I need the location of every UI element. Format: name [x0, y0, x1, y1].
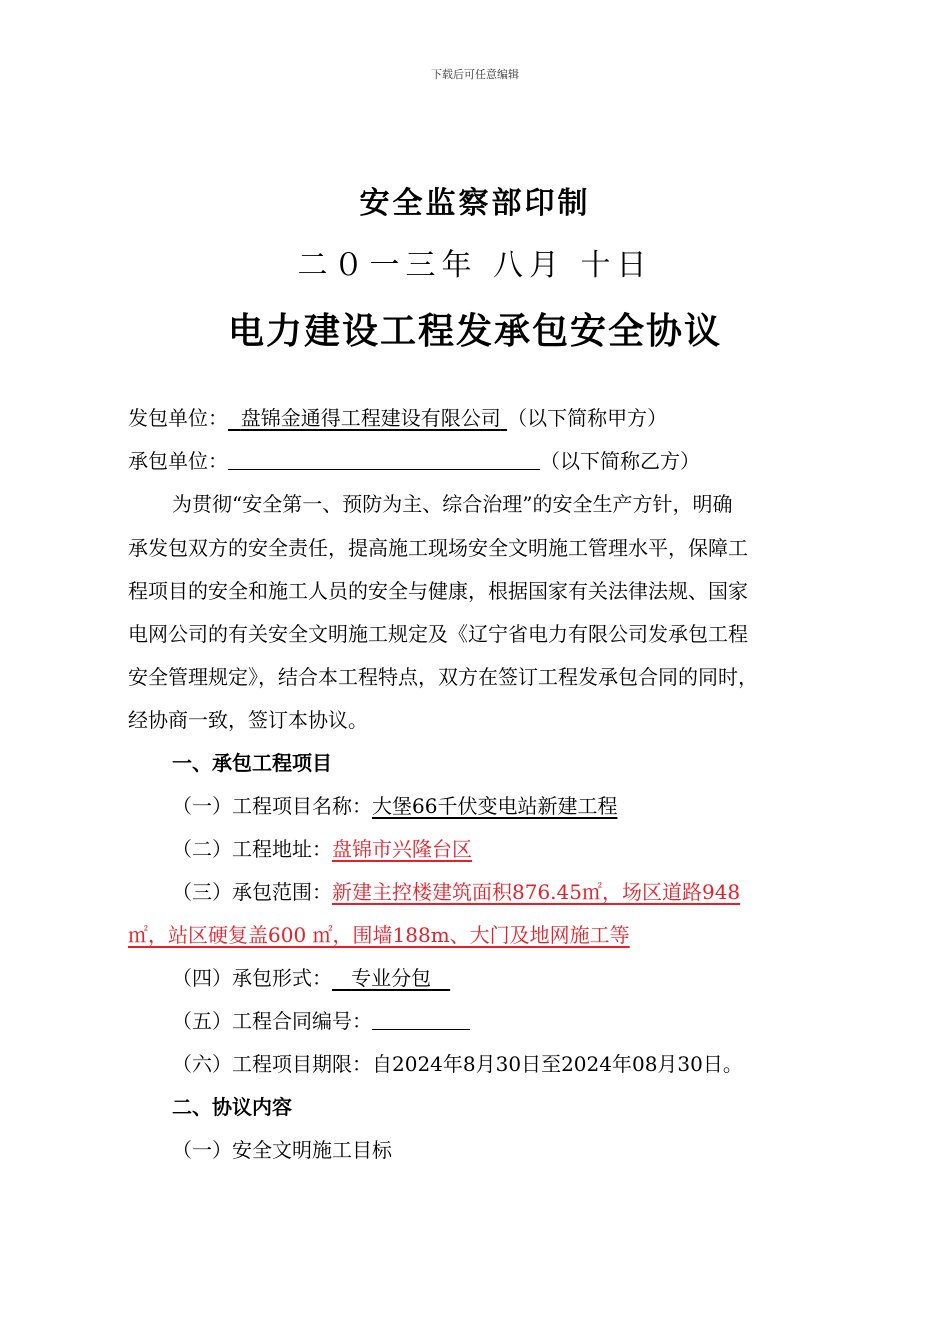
section-2-item-1: （一）安全文明施工目标 [172, 1138, 392, 1162]
contract-form-label: （四）承包形式： [172, 966, 332, 990]
contractor-blank[interactable] [228, 447, 540, 470]
item-project-name [172, 792, 617, 820]
contract-form-value: 专业分包 [351, 966, 432, 990]
item-project-period: （六）工程项目期限：自2024年8月30日至2024年08月30日。 [172, 1052, 743, 1076]
header-note: 下载后可任意编辑 [431, 68, 519, 81]
scope-value-line-1: 新建主控楼建筑面积876.45㎡，场区道路948 [332, 880, 741, 904]
project-address-label: （二）工程地址： [172, 837, 332, 861]
scope-value-line-2: ㎡，站区硬复盖600 ㎡，围墙188m、大门及地网施工等 [128, 923, 630, 947]
item-project-address [172, 835, 472, 863]
intro-line-3: 程项目的安全和施工人员的安全与健康，根据国家有关法律法规、国家 [128, 579, 748, 603]
document-title: 电力建设工程发承包安全协议 [227, 310, 722, 352]
employer-label: 发包单位： [128, 406, 228, 430]
employer-suffix: （以下简称甲方） [507, 406, 668, 430]
employer-line [128, 404, 667, 432]
section-2-heading: 二、协议内容 [172, 1095, 292, 1119]
contractor-label: 承包单位： [128, 449, 228, 473]
intro-line-5: 安全管理规定》，结合本工程特点，双方在签订工程发承包合同的同时， [128, 665, 758, 689]
date-line: 二０一三年 八月 十日 [297, 248, 653, 283]
employer-value: 盘锦金通得工程建设有限公司 [240, 406, 501, 430]
press-line: 安全监察部印制 [359, 186, 591, 221]
item-contract-number [172, 1007, 470, 1035]
contract-number-blank[interactable] [372, 1007, 470, 1030]
intro-line-6: 经协商一致，签订本协议。 [128, 708, 368, 732]
item-scope [172, 878, 740, 906]
contractor-line [128, 447, 700, 475]
contract-number-label: （五）工程合同编号： [172, 1009, 372, 1033]
scope-label: （三）承包范围： [172, 880, 332, 904]
intro-line-2: 承发包双方的安全责任，提高施工现场安全文明施工管理水平，保障工 [128, 536, 748, 560]
project-name-value: 大堡66千伏变电站新建工程 [372, 794, 618, 818]
item-scope-continued [128, 921, 630, 949]
intro-line-4: 电网公司的有关安全文明施工规定及《辽宁省电力有限公司发承包工程 [128, 622, 748, 646]
project-address-value: 盘锦市兴隆台区 [332, 837, 472, 861]
contractor-suffix: （以下简称乙方） [540, 449, 700, 473]
intro-line-1: 为贯彻“安全第一、预防为主、综合治理”的安全生产方针，明确 [172, 492, 733, 516]
section-1-heading: 一、承包工程项目 [172, 751, 332, 775]
project-name-label: （一）工程项目名称： [172, 794, 372, 818]
item-contract-form [172, 964, 450, 992]
